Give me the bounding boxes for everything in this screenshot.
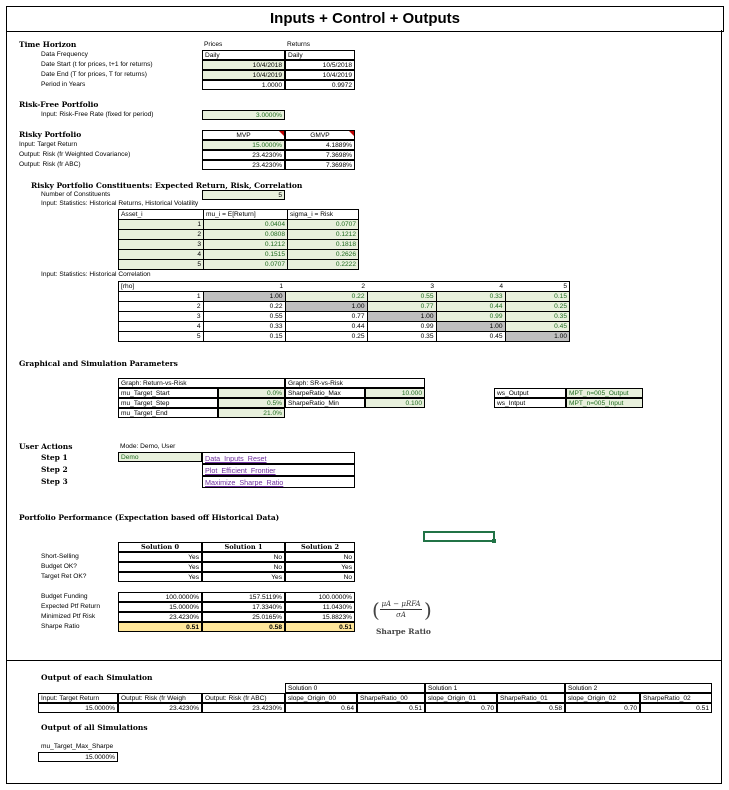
prices-period-cell[interactable]: 1.0000 bbox=[202, 80, 285, 90]
corr-cell[interactable]: 0.33 bbox=[436, 292, 505, 302]
expected-return-label: Expected Ptf Return bbox=[41, 603, 101, 610]
corr-cell[interactable]: 1.00 bbox=[285, 302, 367, 312]
corr-cell[interactable]: 0.45 bbox=[505, 322, 570, 332]
formula-denominator: σA bbox=[396, 611, 406, 619]
asset-index: 1 bbox=[119, 220, 204, 230]
step-1-label: Step 1 bbox=[41, 453, 68, 462]
formula-fraction-bar bbox=[380, 609, 422, 610]
minimized-risk-s2[interactable]: 15.8823% bbox=[285, 612, 355, 622]
maximize-sharpe-ratio-button[interactable]: Maximize_Sharpe_Ratio bbox=[202, 476, 355, 488]
corr-cell[interactable]: 0.55 bbox=[203, 312, 285, 322]
returns-date-start-cell[interactable]: 10/5/2018 bbox=[285, 60, 355, 70]
expected-return-s0[interactable]: 15.0000% bbox=[118, 602, 202, 612]
prices-date-start-cell[interactable]: 10/4/2018 bbox=[202, 60, 285, 70]
corr-row-index: 5 bbox=[119, 332, 204, 342]
budget-funding-label: Budget Funding bbox=[41, 593, 88, 600]
ws-input-cell[interactable]: MPT_n=005_Input bbox=[566, 398, 643, 408]
asset-mu-cell[interactable]: 0.0707 bbox=[204, 260, 288, 270]
corr-cell[interactable]: 0.22 bbox=[285, 292, 367, 302]
sim-slope-02[interactable]: 0.70 bbox=[565, 703, 640, 713]
asset-sigma-cell[interactable]: 0.1212 bbox=[288, 230, 359, 240]
budget-ok-label: Budget OK? bbox=[41, 563, 77, 570]
sim-group-solution-2: Solution 2 bbox=[565, 683, 712, 693]
formula-caption: Sharpe Ratio bbox=[376, 627, 431, 636]
target-ret-ok-s1[interactable]: Yes bbox=[202, 572, 285, 582]
mode-label: Mode: Demo, User bbox=[120, 443, 176, 450]
data-frequency-label: Data Frequency bbox=[41, 51, 88, 58]
asset-sigma-cell[interactable]: 0.0707 bbox=[288, 220, 359, 230]
sim-header-slope-00: slope_Origin_00 bbox=[285, 693, 357, 703]
step-3-label: Step 3 bbox=[41, 477, 68, 486]
mu-target-step-cell[interactable]: 0.5% bbox=[218, 398, 285, 408]
sim-header-slope-02: slope_Origin_02 bbox=[565, 693, 640, 703]
sim-output-heading: Output of each Simulation bbox=[41, 673, 153, 682]
selected-cell-cursor[interactable] bbox=[423, 531, 495, 542]
all-sims-heading: Output of all Simulations bbox=[41, 723, 148, 732]
prices-date-end-cell[interactable]: 10/4/2019 bbox=[202, 70, 285, 80]
sharpe-ratio-s2[interactable]: 0.51 bbox=[285, 622, 355, 632]
num-constituents-label: Number of Constituents bbox=[41, 191, 111, 198]
mu-col-header: mu_i = E[Return] bbox=[204, 210, 288, 220]
asset-index: 4 bbox=[119, 250, 204, 260]
sharpe-ratio-s0[interactable]: 0.51 bbox=[118, 622, 202, 632]
mvp-target-return-cell[interactable]: 15.0000% bbox=[202, 140, 285, 150]
constituents-heading: Risky Portfolio Constituents: Expected Return, Risk, Correlation bbox=[31, 181, 303, 190]
gmvp-target-return-cell[interactable]: 4.1889% bbox=[285, 140, 355, 150]
corr-cell[interactable]: 1.00 bbox=[436, 322, 505, 332]
corr-cell[interactable]: 0.99 bbox=[367, 322, 436, 332]
comment-marker-icon bbox=[279, 131, 284, 136]
budget-ok-s0[interactable]: Yes bbox=[118, 562, 202, 572]
risky-portfolio-heading: Risky Portfolio bbox=[19, 130, 82, 139]
returns-date-end-cell[interactable]: 10/4/2019 bbox=[285, 70, 355, 80]
returns-period-cell[interactable]: 0.9972 bbox=[285, 80, 355, 90]
budget-ok-s1[interactable]: No bbox=[202, 562, 285, 572]
sim-sharpe-00[interactable]: 0.51 bbox=[357, 703, 425, 713]
returns-frequency-cell[interactable]: Daily bbox=[285, 50, 355, 60]
sim-target-return[interactable]: 15.0000% bbox=[38, 703, 118, 713]
user-actions-heading: User Actions bbox=[19, 442, 73, 451]
sharpe-ratio-label: Sharpe Ratio bbox=[41, 623, 80, 630]
graph-params-heading: Graphical and Simulation Parameters bbox=[19, 359, 178, 368]
returns-col-header: Returns bbox=[287, 41, 311, 48]
sharpe-max-cell[interactable]: 10.000 bbox=[365, 388, 425, 398]
sim-header-risk-weighted: Output: Risk (fr Weigh bbox=[118, 693, 202, 703]
mu-target-max-sharpe-cell[interactable]: 15.0000% bbox=[38, 752, 118, 762]
ws-output-cell[interactable]: MPT_n=005_Output bbox=[566, 388, 643, 398]
gmvp-risk-abc-cell[interactable]: 7.3698% bbox=[285, 160, 355, 170]
asset-sigma-cell[interactable]: 0.1818 bbox=[288, 240, 359, 250]
prices-col-header: Prices bbox=[204, 41, 223, 48]
sim-header-sharpe-02: SharpeRatio_02 bbox=[640, 693, 712, 703]
fill-handle[interactable] bbox=[492, 539, 496, 543]
time-horizon-heading: Time Horizon bbox=[19, 40, 77, 49]
sharpe-ratio-s1[interactable]: 0.58 bbox=[202, 622, 285, 632]
sim-slope-01[interactable]: 0.70 bbox=[425, 703, 497, 713]
solution-0-header: Solution 0 bbox=[118, 542, 202, 552]
minimized-risk-s1[interactable]: 25.0165% bbox=[202, 612, 285, 622]
sim-sharpe-01[interactable]: 0.58 bbox=[497, 703, 565, 713]
date-start-label: Date Start (t for prices, t+1 for returns) bbox=[41, 61, 153, 68]
corr-cell[interactable]: 0.44 bbox=[285, 322, 367, 332]
corr-cell[interactable]: 1.00 bbox=[367, 312, 436, 322]
corr-cell[interactable]: 0.35 bbox=[367, 332, 436, 342]
section-divider bbox=[6, 660, 722, 661]
expected-return-s1[interactable]: 17.3340% bbox=[202, 602, 285, 612]
ws-input-label: ws_Intput bbox=[494, 398, 566, 408]
corr-cell[interactable]: 0.15 bbox=[505, 292, 570, 302]
sim-group-solution-0: Solution 0 bbox=[285, 683, 425, 693]
budget-funding-s1[interactable]: 157.5119% bbox=[202, 592, 285, 602]
short-selling-s0[interactable]: Yes bbox=[118, 552, 202, 562]
mvp-col-header: MVP bbox=[202, 130, 285, 140]
solution-1-header: Solution 1 bbox=[202, 542, 285, 552]
mu-target-start-label: mu_Target_Start bbox=[118, 388, 218, 398]
correlation-matrix bbox=[118, 281, 570, 342]
risk-free-rate-cell[interactable]: 3.0000% bbox=[202, 110, 285, 120]
corr-row-index: 4 bbox=[119, 322, 204, 332]
risk-weighted-cov-label: Output: Risk (fr Weighted Covariance) bbox=[19, 151, 131, 158]
corr-cell[interactable]: 1.00 bbox=[203, 292, 285, 302]
corr-col-header: 5 bbox=[505, 282, 570, 292]
graph-sr-risk-title: Graph: SR-vs-Risk bbox=[285, 378, 425, 388]
correlation-label: Input: Statistics: Historical Correlation bbox=[41, 271, 151, 278]
corr-cell[interactable]: 1.00 bbox=[505, 332, 570, 342]
expected-return-s2[interactable]: 11.0430% bbox=[285, 602, 355, 612]
formula-numerator: μA − μRFA bbox=[381, 600, 421, 608]
asset-sigma-cell[interactable]: 0.2626 bbox=[288, 250, 359, 260]
num-constituents-cell[interactable]: 5 bbox=[202, 190, 285, 200]
sim-sharpe-02[interactable]: 0.51 bbox=[640, 703, 712, 713]
corr-cell[interactable]: 0.77 bbox=[285, 312, 367, 322]
step-2-label: Step 2 bbox=[41, 465, 68, 474]
asset-stats-table bbox=[118, 209, 359, 270]
date-end-label: Date End (T for prices, T for returns) bbox=[41, 71, 147, 78]
asset-index: 2 bbox=[119, 230, 204, 240]
sharpe-min-label: SharpeRatio_Min bbox=[285, 398, 365, 408]
sim-header-sharpe-00: SharpeRatio_00 bbox=[357, 693, 425, 703]
corr-cell[interactable]: 0.99 bbox=[436, 312, 505, 322]
corr-row-index: 2 bbox=[119, 302, 204, 312]
mu-target-step-label: mu_Target_Step bbox=[118, 398, 218, 408]
corr-cell[interactable]: 0.44 bbox=[436, 302, 505, 312]
asset-col-header: Asset_i bbox=[119, 210, 204, 220]
corr-row-index: 1 bbox=[119, 292, 204, 302]
target-ret-ok-label: Target Ret OK? bbox=[41, 573, 87, 580]
corr-cell[interactable]: 0.77 bbox=[367, 302, 436, 312]
risk-abc-label: Output: Risk (fr ABC) bbox=[19, 161, 81, 168]
corr-cell[interactable]: 0.35 bbox=[505, 312, 570, 322]
short-selling-s2[interactable]: No bbox=[285, 552, 355, 562]
corr-col-header: 1 bbox=[203, 282, 285, 292]
corr-cell[interactable]: 0.25 bbox=[505, 302, 570, 312]
asset-mu-cell[interactable]: 0.1515 bbox=[204, 250, 288, 260]
sim-header-slope-01: slope_Origin_01 bbox=[425, 693, 497, 703]
gmvp-risk-cov-cell[interactable]: 7.3698% bbox=[285, 150, 355, 160]
risk-free-heading: Risk-Free Portfolio bbox=[19, 100, 99, 109]
solution-2-header: Solution 2 bbox=[285, 542, 355, 552]
prices-frequency-cell[interactable]: Daily bbox=[202, 50, 285, 60]
sharpe-formula: ( μA − μRFA σA ) Sharpe Ratio bbox=[372, 598, 432, 636]
short-selling-label: Short-Selling bbox=[41, 553, 79, 560]
sim-header-target-return: Input: Target Return bbox=[38, 693, 118, 703]
plot-efficient-frontier-button[interactable]: Plot_Efficient_Frontier bbox=[202, 464, 355, 476]
sim-header-risk-abc: Output: Risk (fr ABC) bbox=[202, 693, 285, 703]
data-inputs-reset-button[interactable]: Data_Inputs_Reset bbox=[202, 452, 355, 464]
asset-mu-cell[interactable]: 0.0404 bbox=[204, 220, 288, 230]
corr-cell[interactable]: 0.55 bbox=[367, 292, 436, 302]
corr-row-index: 3 bbox=[119, 312, 204, 322]
target-ret-ok-s0[interactable]: Yes bbox=[118, 572, 202, 582]
graph-return-risk-title: Graph: Return-vs-Risk bbox=[118, 378, 285, 388]
mu-target-end-cell[interactable]: 21.0% bbox=[218, 408, 285, 418]
target-ret-ok-s2[interactable]: No bbox=[285, 572, 355, 582]
ws-output-label: ws_Output bbox=[494, 388, 566, 398]
budget-funding-s0[interactable]: 100.0000% bbox=[118, 592, 202, 602]
short-selling-s1[interactable]: No bbox=[202, 552, 285, 562]
corr-cell[interactable]: 0.33 bbox=[203, 322, 285, 332]
comment-marker-icon bbox=[349, 131, 354, 136]
budget-funding-s2[interactable]: 100.0000% bbox=[285, 592, 355, 602]
minimized-risk-label: Minimized Ptf Risk bbox=[41, 613, 96, 620]
asset-sigma-cell[interactable]: 0.2222 bbox=[288, 260, 359, 270]
sharpe-min-cell[interactable]: 0.100 bbox=[365, 398, 425, 408]
mvp-risk-abc-cell[interactable]: 23.4230% bbox=[202, 160, 285, 170]
corr-cell[interactable]: 0.22 bbox=[203, 302, 285, 312]
corr-cell[interactable]: 0.45 bbox=[436, 332, 505, 342]
asset-index: 3 bbox=[119, 240, 204, 250]
period-years-label: Period in Years bbox=[41, 81, 86, 88]
historical-stats-label: Input: Statistics: Historical Returns, Historical Volatility bbox=[41, 200, 199, 207]
mu-target-start-cell[interactable]: 0.0% bbox=[218, 388, 285, 398]
mu-target-max-sharpe-label: mu_Target_Max_Sharpe bbox=[41, 743, 114, 750]
sim-slope-00[interactable]: 0.64 bbox=[285, 703, 357, 713]
minimized-risk-s0[interactable]: 23.4230% bbox=[118, 612, 202, 622]
corr-cell[interactable]: 0.25 bbox=[285, 332, 367, 342]
sim-risk-weighted[interactable]: 23.4230% bbox=[118, 703, 202, 713]
target-return-label: Input: Target Return bbox=[19, 141, 78, 148]
risk-free-rate-label: Input: Risk-Free Rate (fixed for period) bbox=[41, 111, 154, 118]
corr-col-header: 4 bbox=[436, 282, 505, 292]
gmvp-col-header: GMVP bbox=[285, 130, 355, 140]
page-title: Inputs + Control + Outputs bbox=[6, 6, 724, 32]
mu-target-end-label: mu_Target_End bbox=[118, 408, 218, 418]
rho-header: [rho] bbox=[119, 282, 204, 292]
asset-mu-cell[interactable]: 0.1212 bbox=[204, 240, 288, 250]
mvp-risk-cov-cell[interactable]: 23.4230% bbox=[202, 150, 285, 160]
sim-group-solution-1: Solution 1 bbox=[425, 683, 565, 693]
performance-heading: Portfolio Performance (Expectation based off Historical Data) bbox=[19, 513, 280, 522]
corr-col-header: 3 bbox=[367, 282, 436, 292]
asset-index: 5 bbox=[119, 260, 204, 270]
mode-select[interactable]: Demo bbox=[118, 452, 202, 462]
sigma-col-header: sigma_i = Risk bbox=[288, 210, 359, 220]
corr-cell[interactable]: 0.15 bbox=[203, 332, 285, 342]
budget-ok-s2[interactable]: Yes bbox=[285, 562, 355, 572]
asset-mu-cell[interactable]: 0.0808 bbox=[204, 230, 288, 240]
sharpe-max-label: SharpeRatio_Max bbox=[285, 388, 365, 398]
corr-col-header: 2 bbox=[285, 282, 367, 292]
sim-risk-abc[interactable]: 23.4230% bbox=[202, 703, 285, 713]
sim-header-sharpe-01: SharpeRatio_01 bbox=[497, 693, 565, 703]
